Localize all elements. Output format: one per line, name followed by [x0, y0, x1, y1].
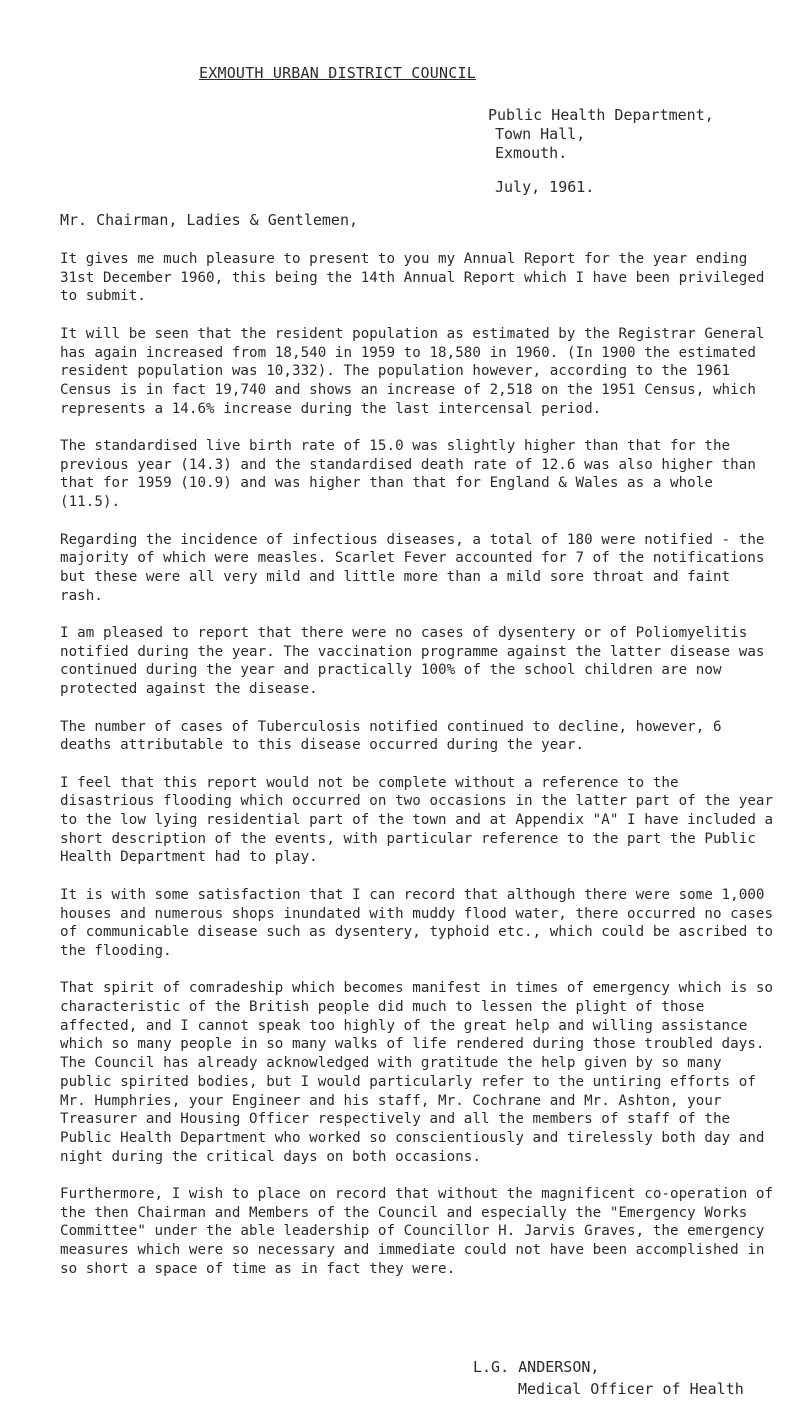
- salutation: Mr. Chairman, Ladies & Gentlemen,: [60, 211, 359, 229]
- signature-name: L.G. ANDERSON,: [473, 1358, 600, 1376]
- paragraph: Regarding the incidence of infectious diseases, a total of 180 were notified - the majority of which were measles. Scarlet Fever accounted for 7 of the notifications but these were all very mild and little more than a mild sore throat and faint rash.: [60, 531, 765, 604]
- sender-address: [488, 106, 714, 197]
- signature-title: Medical Officer of Health: [518, 1380, 744, 1398]
- paragraph: It gives me much pleasure to present to you my Annual Report for the year ending 31st December 1960, this being the 14th Annual Report which I have been privileged to submit.: [60, 251, 765, 305]
- letter-date: July, 1961.: [495, 178, 595, 196]
- paragraph: The number of cases of Tuberculosis notified continued to decline, however, 6 deaths attributable to this disease occurred during the year.: [60, 718, 722, 754]
- report-body: [60, 250, 776, 1297]
- paragraph: It will be seen that the resident population as estimated by the Registrar General has again increased from 18,540 in 1959 to 18,580 in 1960. (In 1900 the estimated resident population was 10,332). The population however, according to the 1961 Census is in fact 19,740 and shows an increase of 2,518 on the 1951 Census, which represents a 14.6% increase during the last intercensal period.: [60, 325, 765, 417]
- paragraph: It is with some satisfaction that I can record that although there were some 1,000 houses and numerous shops inundated with muddy flood water, there occurred no cases of communicable disease such as dysentery, typhoid etc., which could be ascribed to the flooding.: [60, 886, 774, 959]
- paragraph: I am pleased to report that there were no cases of dysentery or of Poliomyelitis notified during the year. The vaccination programme against the latter disease was continued during the year and practically 100% of the school children are now protected against the disease.: [60, 625, 765, 698]
- paragraph: I feel that this report would not be complete without a reference to the disastrious flooding which occurred on two occasions in the latter part of the year to the low lying residential part of the town and at Appendix "A" I have included a short description of the events, with particular reference to the part the Public Health Department had to play.: [60, 774, 774, 866]
- paragraph: The standardised live birth rate of 15.0 was slightly higher than that for the previous year (14.3) and the standardised death rate of 12.6 was also higher than that for 1959 (10.9) and was higher than that for England & Wales as a whole (11.5).: [60, 438, 756, 511]
- paragraph: Furthermore, I wish to place on record that without the magnificent co-operation of the then Chairman and Members of the Council and especially the "Emergency Works Committee" under the able leadership of Councillor H. Jarvis Graves, the emergency measures which were so necessary and immediate could not have been accomplished in so short a space of time as in fact they were.: [60, 1186, 774, 1277]
- paragraph: That spirit of comradeship which becomes manifest in times of emergency which is so characteristic of the British people did much to lessen the plight of those affected, and I cannot speak too highly of the great help and willing assistance which so many people in so many walks of life rendered during those troubled days. The Council has already acknowledged with gratitude the help given by so many public spirited bodies, but I would particularly refer to the untiring efforts of Mr. Humphries, your Engineer and his staff, Mr. Cochrane and Mr. Ashton, your Treasurer and Housing Officer respectively and all the members of staff of the Public Health Department who worked so conscientiously and tirelessly both day and night during the critical days on both occasions.: [60, 980, 774, 1165]
- address-department: Public Health Department,: [488, 106, 714, 124]
- council-heading: EXMOUTH URBAN DISTRICT COUNCIL: [199, 64, 476, 82]
- signature-block: [473, 1356, 744, 1400]
- address-building: Town Hall,: [495, 125, 586, 143]
- address-town: Exmouth.: [495, 144, 568, 162]
